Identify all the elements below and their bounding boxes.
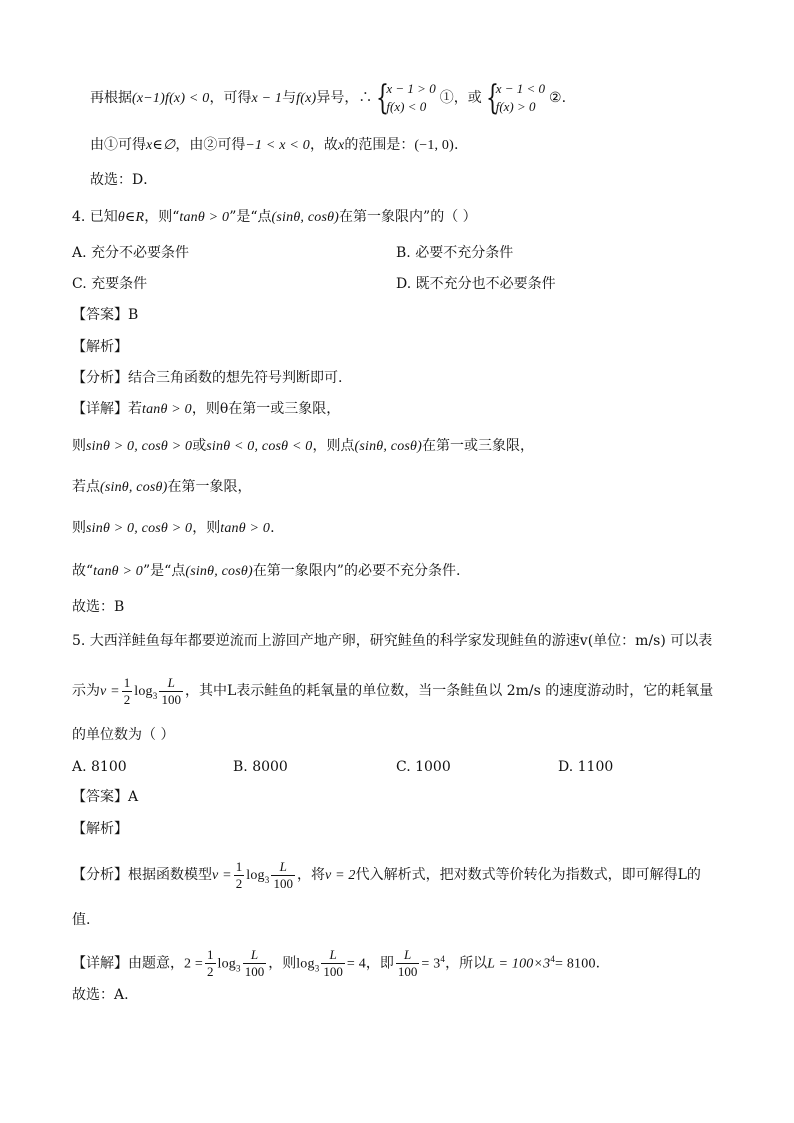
math: 3 (314, 963, 320, 974)
math: 2 = (184, 956, 203, 972)
question-5-line-3 (72, 725, 174, 745)
fraction: $\frac{1}{2}$ (123, 674, 131, 707)
detail-line-2 (72, 436, 534, 457)
text: . (595, 955, 601, 972)
math: x∈∅ (146, 138, 176, 153)
math: x (337, 138, 345, 153)
text: . (453, 137, 459, 153)
text: 的单位数为（ ） (72, 727, 175, 743)
math: 4 (440, 954, 446, 964)
option-text: A. 充分不必要条件 (72, 245, 190, 261)
fraction: $\frac{L}{100}$ (273, 858, 293, 891)
analysis-summary (72, 368, 342, 388)
solution-line-1 (90, 80, 566, 116)
detail-line (72, 941, 600, 986)
text: ，则“ (144, 209, 180, 225)
math: v = (100, 684, 120, 699)
fraction: $\frac{L}{100}$ (244, 947, 265, 980)
question-4 (72, 207, 477, 228)
analysis-label (72, 337, 128, 357)
math: (sinθ, cosθ) (271, 210, 340, 225)
text: ，其中L表示鲑鱼的耗氧量的单位数，当一条鲑鱼以 2m/s 的速度游动时，它的耗氧量 (184, 683, 714, 699)
text: ，所以 (445, 955, 488, 972)
math: = 8100 (555, 956, 596, 972)
text: ，将 (296, 867, 325, 883)
math: (sinθ, cosθ) (185, 564, 253, 579)
math: (−1, 0) (414, 138, 454, 153)
inequality-system-1: { x − 1 > 0 f(x) < 0 (376, 78, 436, 118)
math: θ∈R (117, 210, 145, 225)
system-row: x − 1 < 0 (495, 81, 546, 96)
detail-line-5 (72, 561, 460, 582)
math: sinθ > 0, cosθ > 0 (86, 439, 193, 454)
text: 【解析】 (72, 821, 128, 837)
fraction: $\frac{1}{2}$ (207, 947, 214, 980)
text: ②. (549, 90, 567, 106)
analysis-summary-cont (72, 910, 90, 930)
text: 若点 (72, 479, 100, 495)
math: tanθ > 0 (142, 402, 192, 417)
text: ，即 (365, 955, 394, 972)
system-row: f(x) > 0 (495, 99, 536, 114)
text: 则 (72, 438, 86, 454)
text: 【答案】A (72, 789, 139, 805)
option-a (72, 243, 189, 263)
math: log (217, 956, 236, 972)
text: 值. (72, 912, 91, 928)
text: ，可得 (209, 90, 252, 106)
text: 由①可得 (90, 137, 146, 153)
math: f(x) (296, 91, 317, 106)
text: 代入解析式，把对数式等价转化为指数式，即可解得L的 (355, 867, 701, 883)
inequality-system-2: { x − 1 < 0 f(x) > 0 (485, 78, 546, 118)
text: 故选：B (72, 599, 125, 615)
math: = 3 (421, 956, 441, 972)
fraction: $\frac{L}{100}$ (397, 947, 418, 980)
option-c (72, 274, 147, 294)
detail-line-3 (72, 477, 251, 498)
math: −1 < x < 0 (245, 138, 310, 153)
option-b (233, 757, 288, 777)
math: log (246, 868, 265, 883)
math: log (134, 684, 153, 699)
analysis-summary (72, 857, 701, 898)
math: sinθ < 0, cosθ < 0 (206, 439, 313, 454)
text: ”是“点 (229, 209, 272, 225)
text: 或 (192, 438, 207, 454)
math: 3 (236, 963, 241, 974)
math: 3 (264, 874, 270, 885)
text: 在第一象限内”的必要不充分条件. (252, 563, 461, 579)
question-5-line-1 (72, 631, 712, 651)
question-5-line-2 (72, 673, 713, 714)
text: ，则 (268, 955, 297, 972)
math: (sinθ, cosθ) (100, 480, 168, 495)
option-text: C. 1000 (396, 759, 451, 775)
fraction: $\frac{1}{2}$ (235, 858, 243, 891)
text: 在第一或三象限， (421, 438, 534, 454)
math: 3 (152, 690, 158, 701)
text: 4. 已知 (72, 209, 118, 225)
text: ”是“点 (143, 563, 186, 579)
text: ，则θ在第一或三象限， (191, 401, 341, 417)
answer-label (72, 305, 138, 325)
math: (x−1)f(x) < 0 (132, 91, 210, 106)
option-a (72, 757, 127, 777)
math: = 4 (346, 956, 366, 972)
system-row: x − 1 > 0 (386, 81, 436, 96)
option-d (558, 757, 613, 777)
text: 则 (72, 520, 86, 536)
text: 在第一象限， (167, 479, 252, 495)
fraction: $\frac{L}{100}$ (323, 947, 343, 980)
math: 4 (550, 954, 556, 964)
math: (sinθ, cosθ) (354, 439, 422, 454)
math: x − 1 (251, 91, 283, 106)
text: 故“ (72, 563, 94, 579)
text: 【答案】B (72, 307, 139, 323)
text: 异号，∴ (316, 90, 373, 106)
math: tanθ > 0 (220, 521, 271, 536)
math: v = (212, 868, 232, 883)
text: 【详解】若 (72, 401, 142, 417)
text: ，则点 (312, 438, 355, 454)
text: ，故 (309, 137, 338, 153)
text: 再根据 (90, 90, 132, 106)
math: L = 100×3 (487, 956, 551, 972)
math: tanθ > 0 (179, 210, 230, 225)
answer-label (72, 787, 138, 807)
answer-line (72, 985, 129, 1005)
answer-line (72, 597, 124, 617)
text: ①，或 (439, 90, 482, 106)
option-text: A. 8100 (72, 759, 127, 775)
solution-line-2 (90, 135, 458, 156)
text: 【解析】 (72, 339, 128, 355)
detail-line-1 (72, 399, 340, 420)
option-text: D. 1100 (558, 759, 614, 775)
option-text: B. 8000 (233, 759, 288, 775)
text: 与 (282, 90, 297, 106)
text: ，则 (192, 520, 221, 536)
text: 的范围是： (344, 137, 415, 153)
math: tanθ > 0 (93, 564, 143, 579)
text: 故选：D． (90, 172, 158, 188)
text: 示为 (72, 683, 100, 699)
option-b (396, 243, 513, 263)
fraction: $\frac{L}{100}$ (161, 674, 181, 707)
text: 【分析】结合三角函数的想先符号判断即可. (72, 370, 343, 386)
text: 故选：A. (72, 987, 129, 1003)
option-text: D. 既不充分也不必要条件 (396, 276, 556, 292)
text: 5. 大西洋鲑鱼每年都要逆流而上游回产地产卵，研究鲑鱼的科学家发现鲑鱼的游速v(单位：m/s) 可以表 (72, 633, 713, 649)
text: 在第一象限内”的（ ） (339, 209, 477, 225)
text: ，由②可得 (175, 137, 246, 153)
option-d (396, 274, 556, 294)
option-text: C. 充要条件 (72, 276, 148, 292)
math: v = 2 (324, 868, 356, 883)
system-row: f(x) < 0 (386, 99, 427, 114)
math: log (296, 956, 315, 972)
detail-line-4 (72, 518, 275, 539)
math: sinθ > 0, cosθ > 0 (86, 521, 193, 536)
analysis-label (72, 819, 128, 839)
text: 【分析】根据函数模型 (72, 867, 212, 883)
text: . (270, 520, 275, 536)
option-c (396, 757, 451, 777)
text: 【详解】由题意， (72, 955, 184, 972)
option-text: B. 必要不充分条件 (396, 245, 514, 261)
answer-line (90, 170, 157, 190)
